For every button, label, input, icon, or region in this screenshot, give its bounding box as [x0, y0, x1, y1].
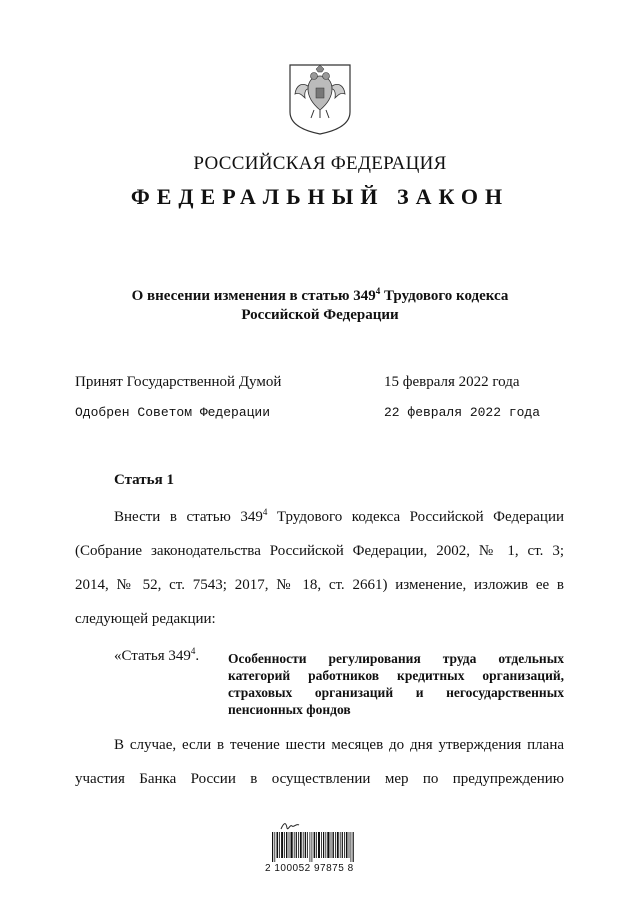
- quoted-label-superscript: 4: [190, 646, 196, 656]
- quoted-title-line-4: пенсионных фондов: [228, 702, 351, 717]
- country-name: РОССИЙСКАЯ ФЕДЕРАЦИЯ: [193, 153, 447, 174]
- barcode: [272, 832, 354, 862]
- subject-superscript: 4: [375, 286, 381, 296]
- subject-line1-end: Трудового кодекса: [380, 288, 509, 304]
- article-text-line-4: следующей редакции:: [75, 611, 216, 627]
- paragraph-line-2: участия Банка России в осуществлении мер по предупреждению: [75, 771, 564, 787]
- quoted-article-label: [114, 648, 199, 665]
- council-approval-label: Одобрен Советом Федерации: [75, 405, 271, 420]
- article-text-line-2: (Собрание законодательства Российской Федерации, 2002, № 1, ст. 3;: [75, 543, 564, 559]
- signature-mark-icon: [280, 820, 300, 832]
- article-line1-end: Трудового кодекса Российской Федерации: [267, 509, 564, 525]
- article-text-line-3: 2014, № 52, ст. 7543; 2017, № 18, ст. 2661) изменение, изложив ее в: [75, 577, 564, 593]
- article-text-line-1: [114, 509, 564, 526]
- duma-adoption-label: Принят Государственной Думой: [75, 374, 282, 390]
- quoted-label-start: «Статья 349: [114, 648, 191, 664]
- quoted-label-end: .: [195, 648, 200, 664]
- subject-line2: Российской Федерации: [241, 307, 399, 323]
- quoted-article-title: [228, 650, 564, 718]
- document-type: ФЕДЕРАЛЬНЫЙ ЗАКОН: [130, 184, 510, 209]
- duma-adoption-date: 15 февраля 2022 года: [384, 374, 520, 390]
- quoted-title-line-2: категорий работников кредитных организаций,: [228, 668, 564, 683]
- article-line1-superscript: 4: [262, 507, 268, 517]
- paragraph-line-1: В случае, если в течение шести месяцев до дня утверждения плана: [114, 737, 564, 753]
- article-line1-start: Внести в статью 349: [114, 509, 263, 525]
- subject-line1-start: О внесении изменения в статью 349: [131, 288, 376, 304]
- article-heading: Статья 1: [114, 472, 174, 488]
- barcode-number: 2 100052 97875 8: [265, 863, 354, 874]
- council-approval-date: 22 февраля 2022 года: [384, 405, 541, 420]
- quoted-title-line-3: страховых организаций и негосударственных: [228, 685, 564, 700]
- quoted-title-line-1: Особенности регулирования труда отдельных: [228, 651, 564, 666]
- law-subject: [100, 287, 540, 325]
- coat-of-arms-emblem: [287, 62, 353, 136]
